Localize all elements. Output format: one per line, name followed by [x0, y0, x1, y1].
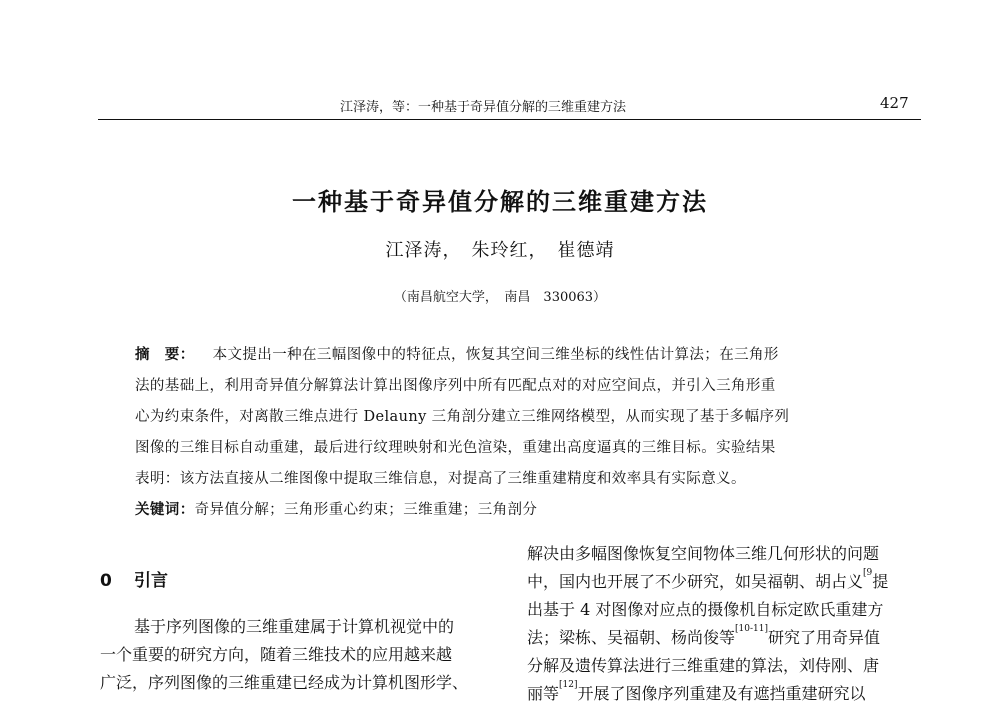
abstract-line: 心为约束条件，对离散三维点进行 Delauny 三角剖分建立三维网络模型，从而实现了基于多幅序列	[135, 409, 790, 425]
section-heading	[100, 566, 495, 591]
citation-ref: [12]	[559, 680, 578, 690]
affiliation: （南昌航空大学， 南昌 330063）	[393, 290, 607, 305]
keywords-label: 关键词：	[135, 502, 195, 518]
body-text: 研究了用奇异值	[767, 628, 880, 647]
body-line	[527, 624, 922, 652]
running-header	[0, 0, 1000, 125]
section-number: 0	[100, 571, 112, 591]
body-line	[527, 680, 922, 708]
keywords-line	[135, 495, 905, 526]
abstract-line: 表明：该方法直接从二维图像中提取三维信息，对提高了三维重建精度和效率具有实际意义。	[135, 471, 746, 487]
running-header-title: 江泽涛，等：一种基于奇异值分解的三维重建方法	[340, 100, 627, 115]
keywords-text: 奇异值分解；三角形重心约束；三维重建；三角剖分	[194, 502, 538, 518]
body-text: 丽等	[527, 684, 560, 703]
body-line	[527, 568, 922, 596]
body-line: 基于序列图像的三维重建属于计算机视觉中的	[134, 617, 455, 636]
intro-paragraph	[100, 613, 495, 697]
abstract-text: 本文提出一种在三幅图像中的特征点，恢复其空间三维坐标的线性估计算法；在三角形	[212, 347, 779, 363]
body-text: 中，国内也开展了不少研究，如吴福朝、胡占义	[527, 572, 864, 591]
body-line: 一个重要的研究方向，随着三维技术的应用越来越	[100, 645, 453, 664]
body-line: 广泛，序列图像的三维重建已经成为计算机图形学、	[100, 673, 469, 692]
header-rule	[98, 119, 921, 120]
abstract-label: 摘 要：	[135, 347, 195, 363]
body-text: 开展了图像序列重建及有遮挡重建研究以	[577, 684, 866, 703]
abstract-block	[135, 340, 905, 526]
citation-ref: [10-11]	[735, 624, 768, 634]
section-title: 引言	[134, 571, 168, 591]
abstract-line: 图像的三维目标自动重建，最后进行纹理映射和光色渲染，重建出高度逼真的三维目标。实验结果	[135, 440, 776, 456]
abstract-line	[135, 340, 905, 371]
right-column	[527, 540, 922, 708]
left-column	[100, 560, 495, 697]
citation-ref: [9	[863, 568, 873, 578]
page-number: 427	[880, 94, 909, 112]
paper-title: 一种基于奇异值分解的三维重建方法	[292, 188, 708, 216]
body-text: 提	[872, 572, 889, 591]
author-list: 江泽涛， 朱玲红， 崔德靖	[385, 240, 615, 261]
body-line: 出基于 4 对图像对应点的摄像机自标定欧氏重建方	[527, 600, 884, 619]
body-text: 法；梁栋、吴福朝、杨尚俊等	[527, 628, 736, 647]
abstract-line: 法的基础上，利用奇异值分解算法计算出图像序列中所有匹配点对的对应空间点，并引入三角形重	[135, 378, 776, 394]
body-line: 分解及遗传算法进行三维重建的算法，刘侍刚、唐	[527, 656, 880, 675]
body-line: 解决由多幅图像恢复空间物体三维几何形状的问题	[527, 544, 880, 563]
